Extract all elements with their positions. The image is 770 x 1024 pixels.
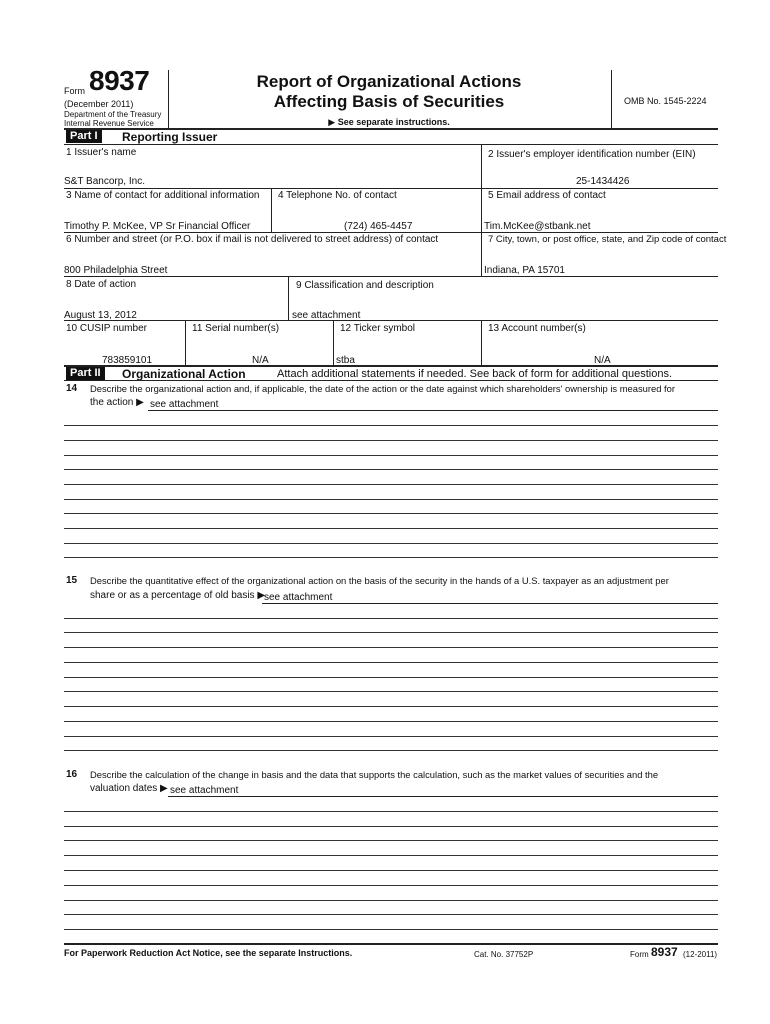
form-revision: (December 2011)	[64, 99, 134, 109]
q16-text-cont: valuation dates ▶	[90, 783, 168, 794]
telephone-label: 4 Telephone No. of contact	[278, 190, 397, 201]
email-value[interactable]: Tim.McKee@stbank.net	[484, 221, 591, 232]
form-number: 8937	[89, 65, 150, 96]
q14-number: 14	[66, 383, 78, 394]
city-value[interactable]: Indiana, PA 15701	[484, 265, 565, 276]
q15-text: Describe the quantitative effect of the organizational action on the basis of the security in the hands of a U.S. taxpayer as an adjustment per	[90, 575, 669, 586]
email-label: 5 Email address of contact	[488, 190, 606, 201]
account-number-label: 13 Account number(s)	[488, 323, 586, 334]
issuer-name-label: 1 Issuer's name	[66, 147, 137, 158]
form-title-line1: Report of Organizational Actions	[256, 72, 522, 91]
department-name: Department of the Treasury	[64, 110, 162, 119]
q14-text: Describe the organizational action and, if applicable, the date of the action or the date against which shareholders' ownership is measured for	[90, 383, 675, 394]
q14-text-cont: the action ▶	[90, 397, 144, 408]
street-value[interactable]: 800 Philadelphia Street	[64, 265, 168, 276]
q14-answer[interactable]: see attachment	[150, 399, 219, 410]
date-of-action-value[interactable]: August 13, 2012	[64, 310, 137, 321]
part2-subtitle: Attach additional statements if needed. See back of form for additional questions.	[277, 368, 673, 380]
omb-number: OMB No. 1545-2224	[624, 96, 707, 106]
cusip-value[interactable]: 783859101	[102, 355, 153, 366]
footer-form-word: Form	[630, 950, 649, 959]
part2-title: Organizational Action	[122, 367, 246, 381]
date-of-action-label: 8 Date of action	[66, 279, 137, 290]
classification-value[interactable]: see attachment	[292, 310, 361, 321]
see-instructions: ▶ See separate instructions.	[328, 117, 450, 127]
part2-label: Part II	[66, 367, 105, 380]
issuer-name-value[interactable]: S&T Bancorp, Inc.	[64, 176, 145, 187]
q16-number: 16	[66, 769, 78, 780]
ein-label: 2 Issuer's employer identification number (EIN)	[488, 149, 696, 160]
ticker-value[interactable]: stba	[336, 355, 355, 366]
account-number-value[interactable]: N/A	[594, 355, 611, 366]
contact-name-value[interactable]: Timothy P. McKee, VP Sr Financial Officer	[64, 221, 251, 232]
classification-label: 9 Classification and description	[296, 280, 434, 291]
cusip-label: 10 CUSIP number	[66, 323, 147, 334]
city-label: 7 City, town, or post office, state, and Zip code of contact	[488, 234, 727, 245]
part1-title: Reporting Issuer	[122, 130, 218, 144]
catalog-number: Cat. No. 37752P	[474, 950, 534, 959]
q15-text-cont: share or as a percentage of old basis ▶	[90, 590, 266, 601]
footer-revision: (12-2011)	[683, 950, 718, 959]
serial-number-value[interactable]: N/A	[252, 355, 269, 366]
ticker-label: 12 Ticker symbol	[340, 323, 416, 334]
q15-number: 15	[66, 575, 78, 586]
serial-number-label: 11 Serial number(s)	[192, 323, 280, 334]
ein-value[interactable]: 25-1434426	[576, 176, 630, 187]
footer-form-number: 8937	[651, 945, 678, 959]
telephone-value[interactable]: (724) 465-4457	[344, 221, 413, 232]
street-label: 6 Number and street (or P.O. box if mail is not delivered to street address) of contact	[66, 234, 439, 245]
contact-name-label: 3 Name of contact for additional information	[66, 190, 260, 201]
q15-answer[interactable]: see attachment	[264, 592, 333, 603]
paperwork-notice: For Paperwork Reduction Act Notice, see the separate Instructions.	[64, 948, 353, 958]
part1-label: Part I	[66, 130, 102, 143]
form-word: Form	[64, 86, 85, 96]
q16-answer[interactable]: see attachment	[170, 785, 239, 796]
form-title-line2: Affecting Basis of Securities	[273, 92, 505, 111]
service-name: Internal Revenue Service	[64, 119, 154, 128]
q16-text: Describe the calculation of the change in basis and the data that supports the calculation, such as the market values of securities and the	[90, 769, 659, 780]
